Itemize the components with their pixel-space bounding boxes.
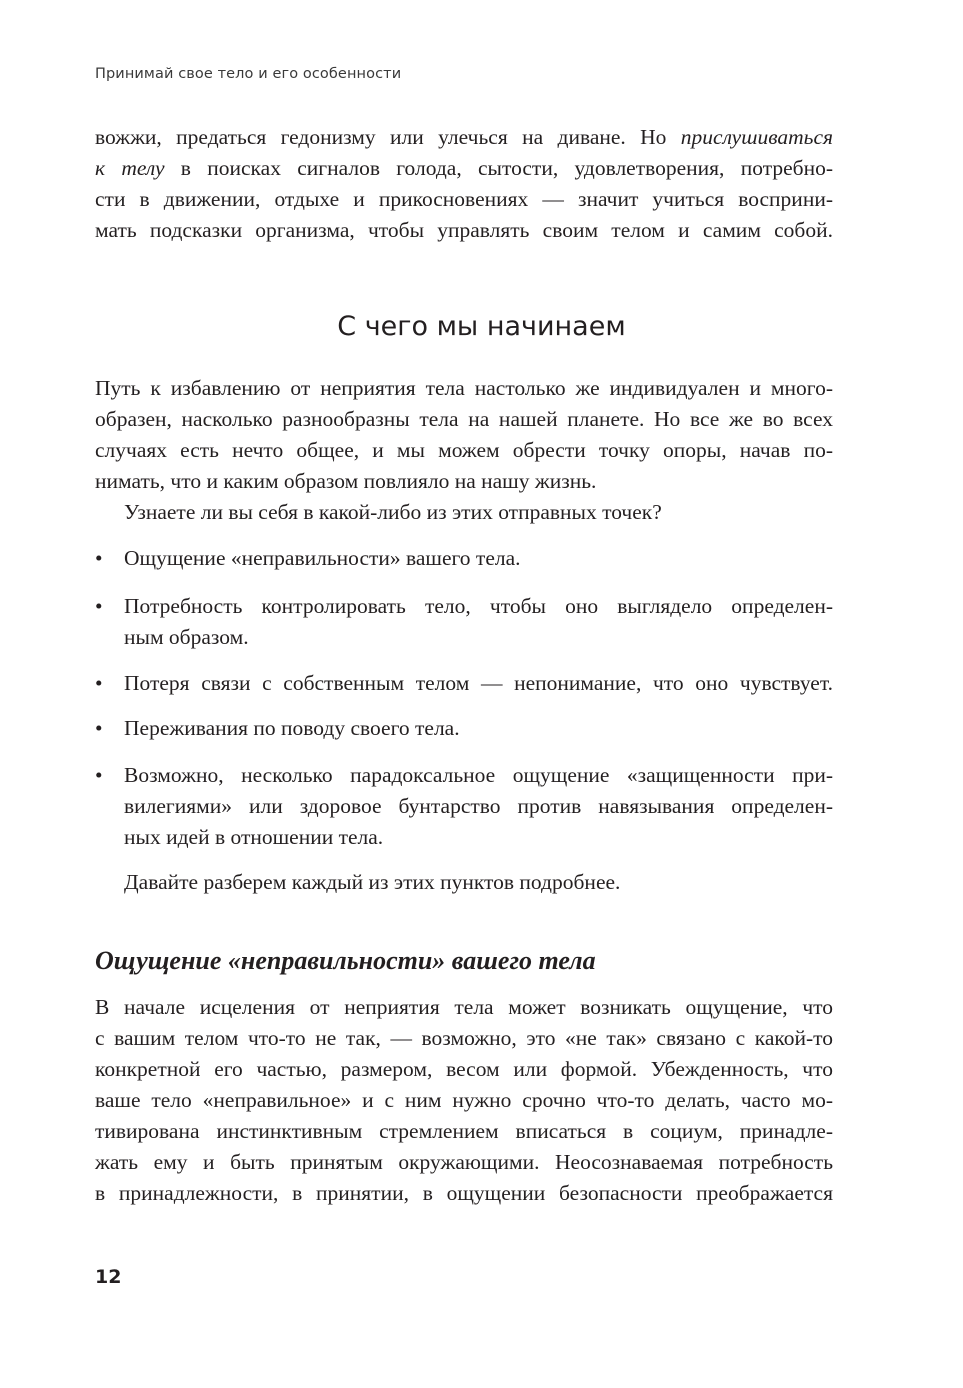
bullet-icon: •	[95, 546, 103, 570]
text-line: Потеря связи с собственным телом — непонимание, что оно чувствует.	[124, 671, 833, 695]
subsection-heading: Ощущение «неправильности» вашего тела	[95, 946, 596, 975]
text-line: Переживания по поводу своего тела.	[124, 716, 460, 740]
list-item-text	[124, 668, 833, 699]
list-item	[95, 543, 833, 574]
text-segment: в поисках сигналов голода, сытости, удовлетворения, потребно-	[164, 156, 833, 180]
text-line: вилегиями» или здоровое бунтарство против навязывания определен-	[124, 794, 833, 818]
text-line: Давайте разберем каждый из этих пунктов подробнее.	[124, 870, 621, 894]
text-line: жать ему и быть принятым окружающими. Неосознаваемая потребность	[95, 1150, 833, 1174]
list-item-text	[124, 543, 833, 574]
bullet-icon: •	[95, 763, 103, 787]
subsection-paragraph	[95, 992, 833, 1209]
list-item	[95, 760, 833, 853]
list-item	[95, 668, 833, 699]
text-line: с вашим телом что-то не так, — возможно, это «не так» связано с какой-то	[95, 1026, 833, 1050]
text-line: Путь к избавлению от неприятия тела настолько же индивидуален и много-	[95, 376, 833, 400]
text-line: ваше тело «неправильное» и с ним нужно срочно что-то делать, часто мо-	[95, 1088, 833, 1112]
running-header: Принимай свое тело и его особенности	[95, 66, 402, 82]
text-segment: вожжи, предаться гедонизму или улечься на диване. Но	[95, 125, 681, 149]
text-line: тивирована инстинктивным стремлением вписаться в социум, принадле-	[95, 1119, 833, 1143]
text-line: ных идей в отношении тела.	[124, 825, 384, 849]
page-number: 12	[95, 1266, 122, 1288]
closing-paragraph	[95, 867, 833, 898]
list-item	[95, 591, 833, 653]
text-line: Потребность контролировать тело, чтобы оно выглядело определен-	[124, 594, 833, 618]
text-line: В начале исцеления от неприятия тела может возникать ощущение, что	[95, 995, 833, 1019]
text-line: сти в движении, отдыхе и прикосновениях — значит учиться восприни-	[95, 187, 833, 211]
text-line: ным образом.	[124, 625, 249, 649]
section-paragraph	[95, 373, 833, 528]
text-line: мать подсказки организма, чтобы управлять своим телом и самим собой.	[95, 218, 833, 242]
text-line: Возможно, несколько парадоксальное ощущение «защищенности при-	[124, 763, 833, 787]
text-line: в принадлежности, в принятии, в ощущении безопасности преображается	[95, 1181, 833, 1205]
italic-text-segment: к телу	[95, 156, 165, 180]
text-line: случаях есть нечто общее, и мы можем обрести точку опоры, начав по-	[95, 438, 833, 462]
list-item-text	[124, 713, 833, 744]
question-line: Узнаете ли вы себя в какой-либо из этих отправных точек?	[124, 500, 662, 524]
bullet-icon: •	[95, 594, 103, 618]
intro-paragraph	[95, 122, 833, 246]
text-line: Ощущение «неправильности» вашего тела.	[124, 546, 521, 570]
bullet-icon: •	[95, 716, 103, 740]
list-item	[95, 713, 833, 744]
list-item-text	[124, 760, 833, 853]
text-line: образен, насколько разнообразны тела на нашей планете. Но все же во всех	[95, 407, 833, 431]
list-item-text	[124, 591, 833, 653]
italic-text-segment: прислушиваться	[680, 125, 833, 149]
bullet-icon: •	[95, 671, 103, 695]
text-line	[95, 122, 833, 153]
text-line: нимать, что и каким образом повлияло на нашу жизнь.	[95, 469, 597, 493]
text-line	[95, 153, 833, 184]
text-line: конкретной его частью, размером, весом или формой. Убежденность, что	[95, 1057, 833, 1081]
section-title: С чего мы начинаем	[337, 311, 626, 342]
